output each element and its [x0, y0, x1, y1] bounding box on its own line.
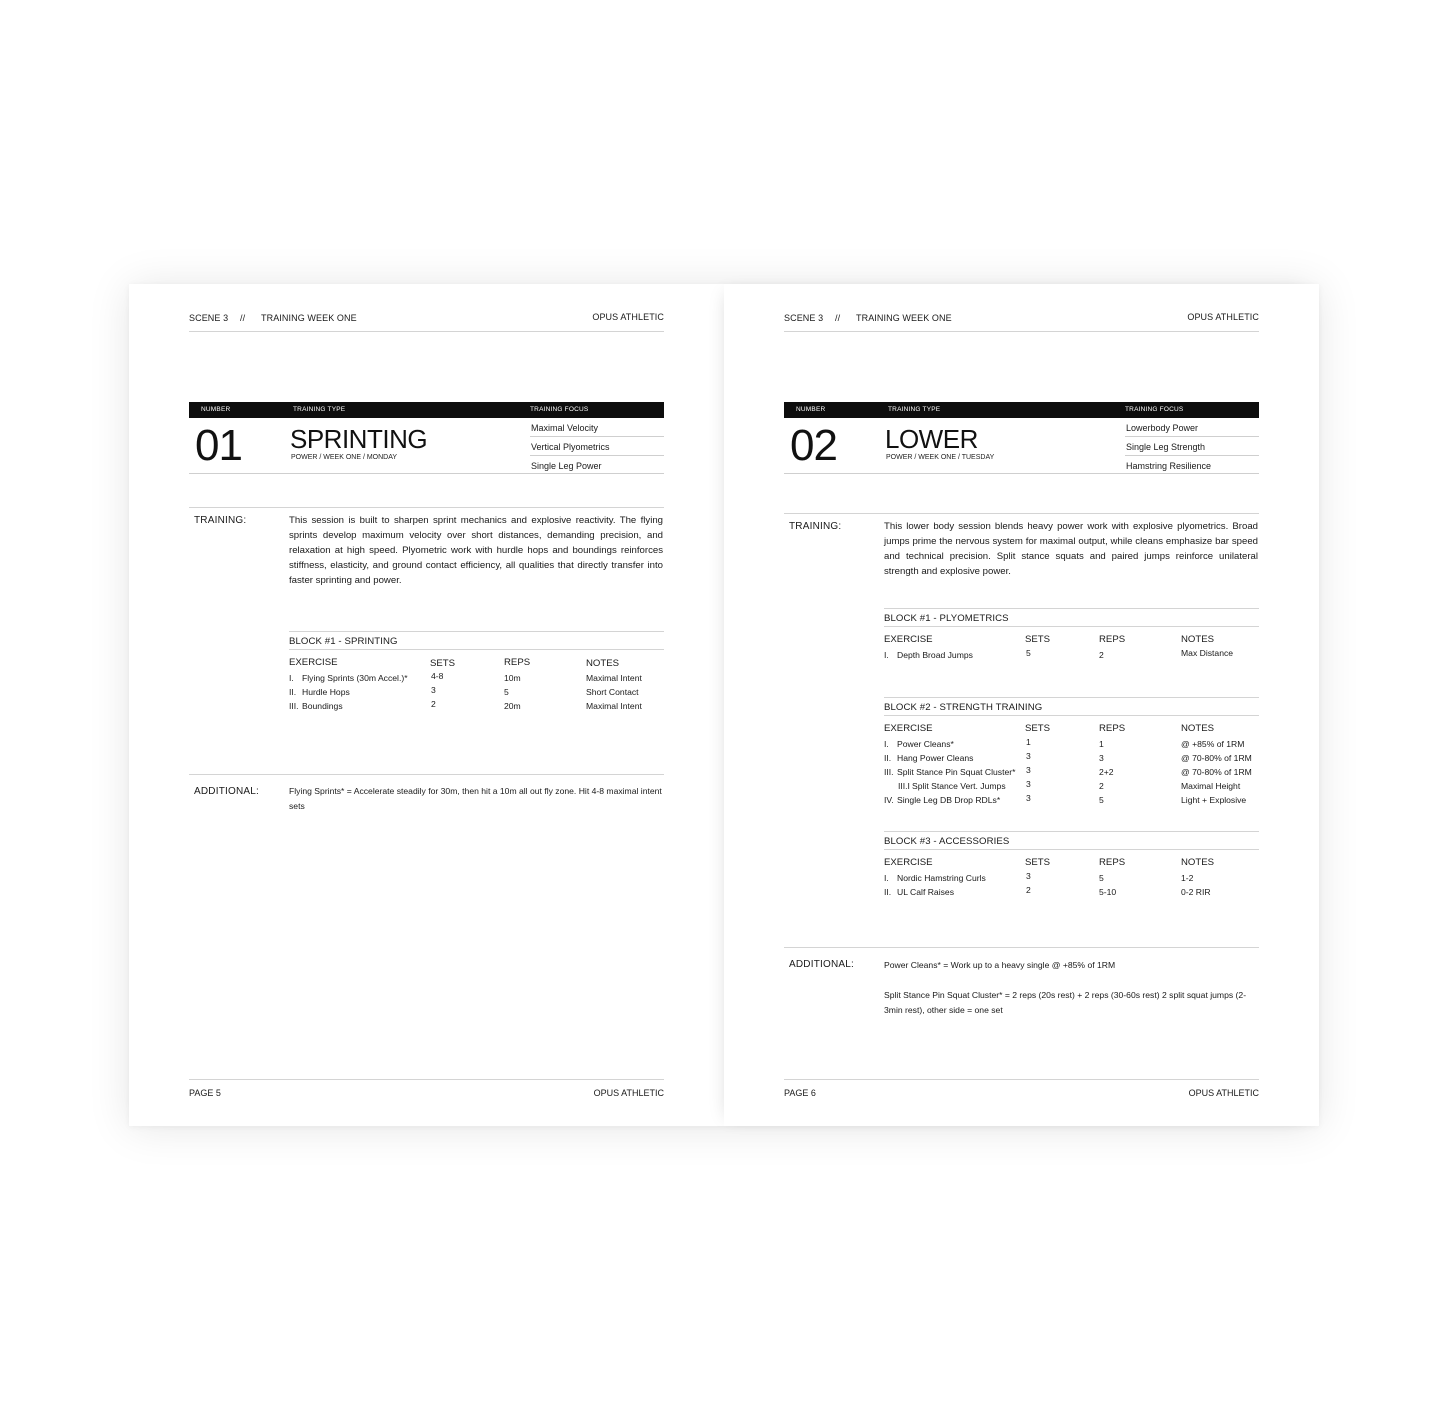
col-exercise: EXERCISE	[884, 723, 933, 734]
column-headers	[289, 650, 664, 672]
training-focus-list	[1125, 418, 1259, 475]
bar-focus-label: TRAINING FOCUS	[1125, 406, 1184, 413]
row-exercise: Flying Sprints (30m Accel.)*	[302, 673, 408, 683]
row-reps: 5	[1099, 795, 1104, 805]
row-sets: 3	[1026, 793, 1031, 803]
row-exercise: Power Cleans*	[897, 739, 954, 749]
row-number: II.	[289, 687, 297, 697]
row-notes: Short Contact	[586, 687, 639, 697]
row-notes: Maximal Height	[1181, 781, 1241, 791]
focus-item: Hamstring Resilience	[1126, 461, 1212, 471]
training-label: TRAINING:	[194, 515, 247, 526]
training-type: LOWER	[885, 424, 978, 454]
row-notes: @ 70-80% of 1RM	[1181, 753, 1252, 763]
session-number: 01	[195, 421, 242, 470]
page-header	[784, 313, 1259, 332]
row-sets: 4-8	[431, 671, 444, 681]
row-sets: 3	[1026, 765, 1031, 775]
focus-item: Maximal Velocity	[530, 418, 664, 437]
row-exercise: Single Leg DB Drop RDLs*	[897, 795, 1001, 805]
divider	[189, 507, 664, 508]
additional-note: Power Cleans* = Work up to a heavy single @ +85% of 1RM	[884, 960, 1116, 970]
row-exercise: Nordic Hamstring Curls	[897, 873, 986, 883]
footer-brand: OPUS ATHLETIC	[1188, 1088, 1259, 1098]
page-footer	[784, 1079, 1259, 1099]
title-bar	[189, 402, 664, 418]
row-number: I.	[884, 650, 889, 660]
col-notes: NOTES	[1181, 723, 1215, 734]
row-notes: @ 70-80% of 1RM	[1181, 767, 1252, 777]
table-row	[884, 794, 1259, 808]
row-sets: 3	[431, 685, 436, 695]
row-number: II.	[884, 887, 892, 897]
col-exercise: EXERCISE	[884, 634, 933, 645]
row-sets: 3	[1026, 751, 1031, 761]
divider	[189, 473, 664, 474]
header-scene: SCENE 3	[784, 313, 824, 323]
training-focus-list	[530, 418, 664, 475]
row-notes: 1-2	[1181, 873, 1194, 883]
training-type: SPRINTING	[290, 424, 428, 454]
block-title: BLOCK #1 - PLYOMETRICS	[884, 608, 1259, 627]
page-left	[129, 284, 724, 1126]
row-reps: 2	[1099, 781, 1104, 791]
row-number: III.	[884, 767, 894, 777]
header-scene: SCENE 3	[189, 313, 229, 323]
row-exercise: Split Stance Vert. Jumps	[912, 781, 1006, 791]
row-number: I.	[289, 673, 294, 683]
header-brand: OPUS ATHLETIC	[592, 312, 664, 322]
additional-label: ADDITIONAL:	[194, 786, 259, 797]
table-row	[884, 738, 1259, 752]
table-row	[884, 766, 1259, 780]
focus-item: Single Leg Power	[531, 461, 602, 471]
table-row	[884, 752, 1259, 766]
block-title: BLOCK #3 - ACCESSORIES	[884, 831, 1259, 850]
focus-item: Single Leg Strength	[1125, 437, 1259, 456]
row-reps: 5	[504, 687, 509, 697]
divider	[784, 473, 1259, 474]
col-exercise: EXERCISE	[289, 657, 338, 668]
focus-item: Lowerbody Power	[1125, 418, 1259, 437]
bar-number-label: NUMBER	[201, 406, 231, 413]
row-notes: 0-2 RIR	[1181, 887, 1211, 897]
block-title: BLOCK #1 - SPRINTING	[289, 631, 664, 650]
row-exercise: Boundings	[302, 701, 343, 711]
row-notes: Max Distance	[1181, 648, 1234, 658]
page-footer	[189, 1079, 664, 1099]
session-number: 02	[790, 421, 837, 470]
row-sets: 5	[1026, 648, 1031, 658]
table-row	[884, 886, 1259, 900]
page-number: PAGE 6	[784, 1088, 816, 1098]
exercise-block	[884, 697, 1259, 808]
title-bar	[784, 402, 1259, 418]
page-right	[724, 284, 1319, 1126]
bar-number-label: NUMBER	[796, 406, 826, 413]
col-reps: REPS	[1099, 634, 1126, 645]
row-number: III.	[289, 701, 299, 711]
col-notes: NOTES	[1181, 857, 1215, 868]
table-row	[884, 780, 1259, 794]
col-reps: REPS	[504, 657, 531, 668]
divider	[784, 947, 1259, 948]
row-exercise: Depth Broad Jumps	[897, 650, 973, 660]
row-notes: Maximal Intent	[586, 701, 642, 711]
col-reps: REPS	[1099, 857, 1126, 868]
row-exercise: Split Stance Pin Squat Cluster*	[897, 767, 1016, 777]
additional-note: Split Stance Pin Squat Cluster* = 2 reps (20s rest) + 2 reps (30-60s rest) 2 split squat jumps (2-3min rest), other side = one set	[884, 990, 1247, 1015]
session-subtitle: POWER / WEEK ONE / TUESDAY	[886, 454, 995, 461]
exercise-block	[884, 608, 1259, 663]
training-label: TRAINING:	[789, 521, 842, 532]
divider	[189, 774, 664, 775]
block-title: BLOCK #2 - STRENGTH TRAINING	[884, 697, 1259, 716]
session-subtitle: POWER / WEEK ONE / MONDAY	[291, 454, 398, 461]
table-row	[289, 700, 664, 714]
column-headers	[884, 850, 1259, 872]
row-exercise: Hurdle Hops	[302, 687, 350, 697]
col-sets: SETS	[1025, 857, 1051, 868]
row-reps: 5	[1099, 873, 1104, 883]
col-reps: REPS	[1099, 723, 1126, 734]
table-row	[884, 872, 1259, 886]
row-sets: 3	[1026, 779, 1031, 789]
exercise-block	[289, 631, 664, 714]
col-notes: NOTES	[586, 658, 620, 669]
header-week: TRAINING WEEK ONE	[261, 313, 357, 323]
row-reps: 20m	[504, 701, 521, 711]
document-spread	[129, 284, 1319, 1126]
row-sets: 2	[1026, 885, 1031, 895]
row-sets: 3	[1026, 871, 1031, 881]
row-number: I.	[884, 873, 889, 883]
exercise-block	[884, 831, 1259, 900]
row-exercise: Hang Power Cleans	[897, 753, 974, 763]
bar-focus-label: TRAINING FOCUS	[530, 406, 589, 413]
header-brand: OPUS ATHLETIC	[1187, 312, 1259, 322]
header-separator: //	[835, 313, 841, 323]
bar-type-label: TRAINING TYPE	[888, 406, 941, 413]
header-week: TRAINING WEEK ONE	[856, 313, 952, 323]
row-reps: 10m	[504, 673, 521, 683]
bar-type-label: TRAINING TYPE	[293, 406, 346, 413]
session-title-block	[784, 402, 1259, 474]
row-sets: 2	[431, 699, 436, 709]
table-row	[289, 686, 664, 700]
additional-label: ADDITIONAL:	[789, 959, 854, 970]
column-headers	[884, 627, 1259, 649]
row-reps: 3	[1099, 753, 1104, 763]
col-sets: SETS	[1025, 634, 1051, 645]
session-title-block	[189, 402, 664, 474]
table-row	[289, 672, 664, 686]
row-number: III.I	[898, 781, 910, 791]
row-notes: Maximal Intent	[586, 673, 642, 683]
training-description: This lower body session blends heavy power work with explosive plyometrics. Broad jumps prime the nervous system for maximal output, while cleans emphasize bar speed and technical precision. Split stance squats and paired jumps reinforce unilateral strength and explosive power.	[884, 521, 1258, 577]
focus-item: Vertical Plyometrics	[530, 437, 664, 456]
page-number: PAGE 5	[189, 1088, 221, 1098]
row-sets: 1	[1026, 737, 1031, 747]
row-notes: @ +85% of 1RM	[1181, 739, 1245, 749]
row-exercise: UL Calf Raises	[897, 887, 954, 897]
row-number: I.	[884, 739, 889, 749]
training-description: This session is built to sharpen sprint mechanics and explosive reactivity. The flying sprints develop maximum velocity over short distances, demanding precision, and relaxation at high speed. Plyometric work with hurdle hops and boundings reinforces stiffness, elasticity, and ground contact efficiency, all qualities that directly transfer into faster sprinting and power.	[289, 515, 663, 586]
table-row	[884, 649, 1259, 663]
row-reps: 1	[1099, 739, 1104, 749]
row-number: IV.	[884, 795, 894, 805]
row-notes: Light + Explosive	[1181, 795, 1247, 805]
page-header	[189, 313, 664, 332]
header-separator: //	[240, 313, 246, 323]
divider	[784, 513, 1259, 514]
row-number: II.	[884, 753, 892, 763]
col-notes: NOTES	[1181, 634, 1215, 645]
row-reps: 5-10	[1099, 887, 1117, 897]
row-reps: 2	[1099, 650, 1104, 660]
col-sets: SETS	[1025, 723, 1051, 734]
column-headers	[884, 716, 1259, 738]
col-sets: SETS	[430, 658, 456, 669]
footer-brand: OPUS ATHLETIC	[593, 1088, 664, 1098]
row-reps: 2+2	[1099, 767, 1114, 777]
additional-note: Flying Sprints* = Accelerate steadily for 30m, then hit a 10m all out fly zone. Hit 4-8 maximal intent sets	[289, 786, 662, 811]
col-exercise: EXERCISE	[884, 857, 933, 868]
